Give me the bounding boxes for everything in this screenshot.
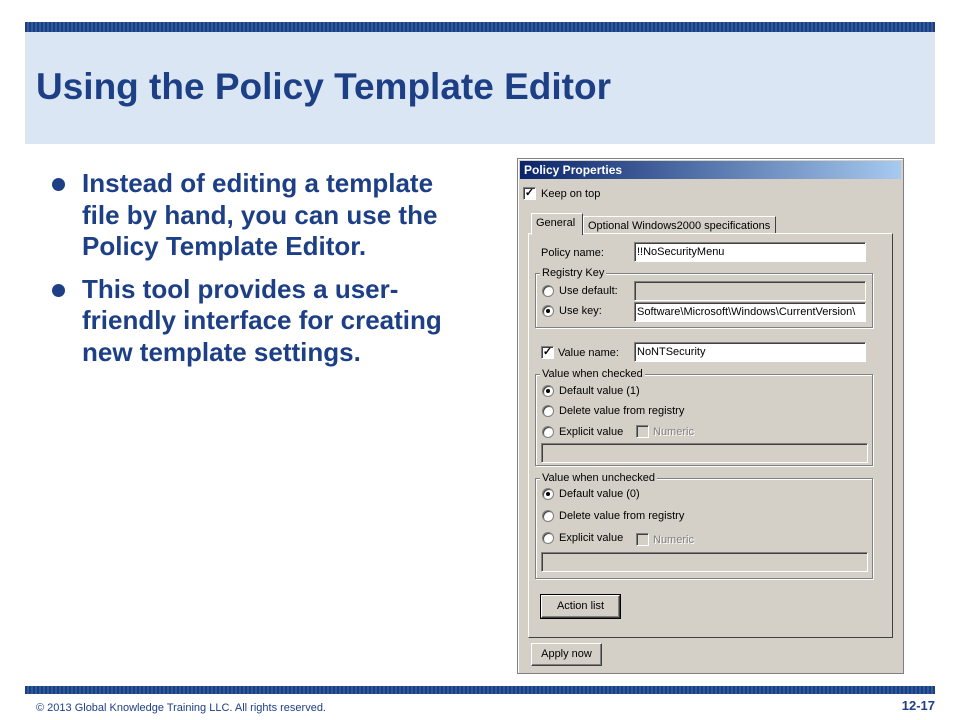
value-when-unchecked-label: Value when unchecked bbox=[542, 472, 655, 484]
unchecked-explicit-value-field bbox=[541, 552, 868, 572]
keep-on-top-label: Keep on top bbox=[541, 188, 601, 200]
checked-delete-radio[interactable] bbox=[542, 405, 554, 417]
unchecked-explicit-radio[interactable] bbox=[542, 532, 554, 544]
checked-explicit-label: Explicit value bbox=[559, 426, 624, 438]
registry-key-group-label: Registry Key bbox=[542, 267, 605, 279]
use-key-radio[interactable] bbox=[542, 305, 554, 317]
policy-name-input[interactable]: !!NoSecurityMenu bbox=[634, 242, 866, 262]
use-default-radio[interactable] bbox=[542, 285, 554, 297]
unchecked-delete-label: Delete value from registry bbox=[559, 510, 685, 522]
bullet-list bbox=[50, 168, 450, 379]
copyright-text: © 2013 Global Knowledge Training LLC. All rights reserved. bbox=[36, 702, 326, 714]
bullet-text: This tool provides a user-friendly interface for creating new template settings. bbox=[82, 273, 442, 367]
value-name-label: Value name: bbox=[558, 347, 619, 359]
tab-optional-windows2000[interactable]: Optional Windows2000 specifications bbox=[583, 216, 776, 235]
bullet-dot-icon bbox=[52, 284, 65, 297]
use-key-label: Use key: bbox=[559, 305, 602, 317]
bullet-item bbox=[50, 168, 450, 263]
checked-numeric-checkbox bbox=[636, 425, 649, 438]
checked-delete-label: Delete value from registry bbox=[559, 405, 685, 417]
checked-numeric-label: Numeric bbox=[653, 426, 694, 438]
bullet-item bbox=[50, 274, 450, 369]
bullet-text: Instead of editing a template file by hand, you can use the Policy Template Editor. bbox=[82, 168, 438, 261]
dialog-title-bar[interactable]: Policy Properties bbox=[520, 161, 901, 179]
use-default-field bbox=[634, 281, 866, 301]
bottom-stripe bbox=[25, 686, 935, 694]
page-number: 12-17 bbox=[901, 698, 935, 713]
unchecked-default-radio[interactable] bbox=[542, 488, 554, 500]
checked-default-label: Default value (1) bbox=[559, 385, 640, 397]
use-key-input[interactable]: Software\Microsoft\Windows\CurrentVersion\ bbox=[634, 302, 866, 322]
policy-name-label: Policy name: bbox=[541, 247, 604, 259]
bullet-dot-icon bbox=[52, 178, 65, 191]
apply-now-button[interactable]: Apply now bbox=[531, 643, 602, 666]
value-when-checked-label: Value when checked bbox=[542, 368, 643, 380]
unchecked-default-label: Default value (0) bbox=[559, 488, 640, 500]
use-default-label: Use default: bbox=[559, 285, 618, 297]
checked-default-radio[interactable] bbox=[542, 385, 554, 397]
unchecked-numeric-checkbox bbox=[636, 533, 649, 546]
unchecked-explicit-label: Explicit value bbox=[559, 532, 624, 544]
slide-title: Using the Policy Template Editor bbox=[36, 66, 611, 107]
top-stripe bbox=[25, 22, 935, 32]
value-name-checkbox[interactable]: ✓ bbox=[542, 346, 553, 358]
tab-general[interactable]: General bbox=[531, 213, 583, 235]
unchecked-delete-radio[interactable] bbox=[542, 510, 554, 522]
action-list-button[interactable]: Action list bbox=[541, 595, 620, 618]
keep-on-top-checkbox[interactable]: ✓ bbox=[524, 187, 535, 199]
unchecked-numeric-label: Numeric bbox=[653, 534, 694, 546]
checked-explicit-value-field bbox=[541, 443, 868, 463]
checked-explicit-radio[interactable] bbox=[542, 426, 554, 438]
value-name-input[interactable]: NoNTSecurity bbox=[634, 342, 866, 362]
